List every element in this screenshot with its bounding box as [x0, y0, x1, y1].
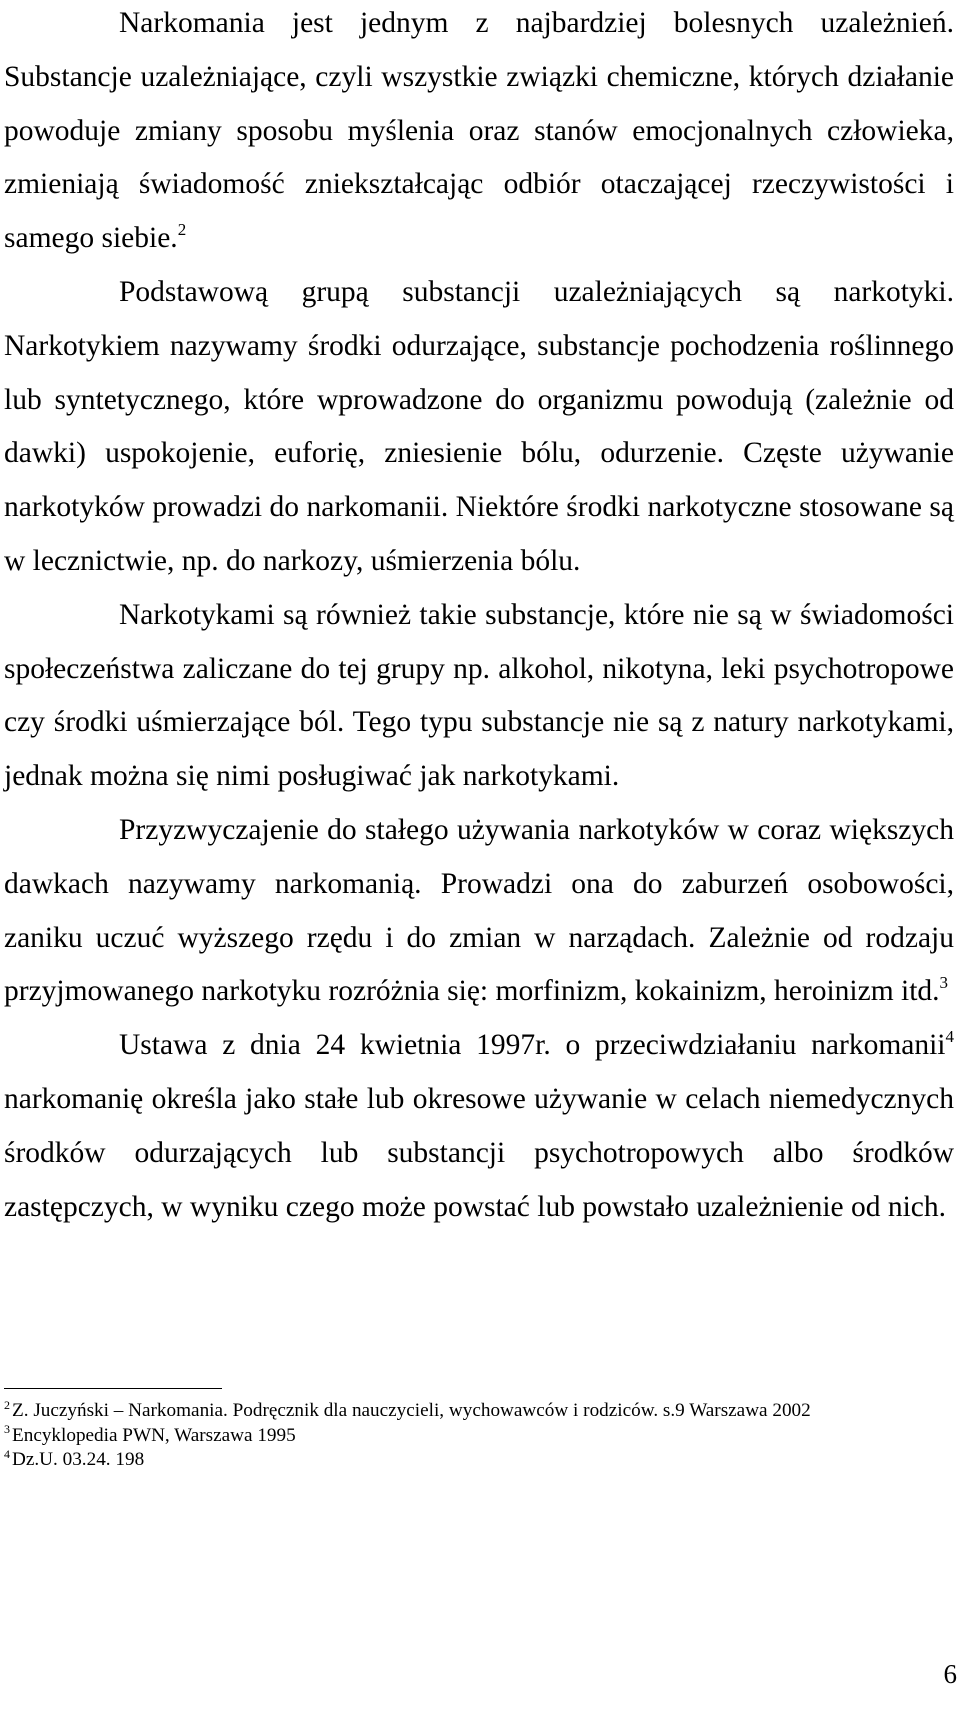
footnotes: [4, 1399, 954, 1473]
paragraph-text: Narkomania jest jednym z najbardziej bolesnych uzależnień. Substancje uzależniające, czyli wszystkie związki chemiczne, których działanie powoduje zmiany sposobu myślenia oraz stanów emocjonalnych człowieka, zmieniają świadomość zniekształcając odbiór otaczającej rzeczywistości i samego siebie.: [4, 7, 954, 255]
footnote-reference: 4: [945, 1027, 954, 1047]
paragraph: [4, 1019, 954, 1234]
footnote-number: 3: [4, 1422, 10, 1437]
paragraph-text: Przyzwyczajenie do stałego używania narkotyków w coraz większych dawkach nazywamy narkomanią. Prowadzi ona do zaburzeń osobowości, zaniku uczuć wyższego rzędu i do zmian w narządach. Zależnie od rodzaju przyjmowanego narkotyku rozróżnia się: morfinizm, kokainizm, heroinizm itd.: [4, 813, 954, 1008]
paragraph-text: Podstawową grupą substancji uzależniających są narkotyki. Narkotykiem nazywamy środki odurzające, substancje pochodzenia roślinnego lub syntetycznego, które wprowadzone do organizmu powodują (zależnie od dawki) uspokojenie, euforię, zniesienie bólu, odurzenie. Częste używanie narkotyków prowadzi do narkomanii. Niektóre środki narkotyczne stosowane są w lecznictwie, np. do narkozy, uśmierzenia bólu.: [4, 275, 954, 577]
footnote: [4, 1399, 954, 1424]
footnote: [4, 1448, 954, 1473]
footnote-separator: [4, 1388, 222, 1389]
footnote-number: 2: [4, 1397, 10, 1412]
footnote-text: Dz.U. 03.24. 198: [12, 1449, 145, 1470]
paragraph: [4, 589, 954, 804]
paragraph: [4, 0, 954, 266]
footnote-text: Z. Juczyński – Narkomania. Podręcznik dla nauczycieli, wychowawców i rodziców. s.9 Warszawa 2002: [12, 1400, 811, 1421]
footnote: [4, 1424, 954, 1449]
footnote-number: 4: [4, 1446, 10, 1461]
paragraph-text: narkomanię określa jako stałe lub okresowe używanie w celach niemedycznych środków odurzających lub substancji psychotropowych albo środków zastępczych, w wyniku czego może powstać lub powstało uzależnienie od nich.: [4, 1082, 954, 1223]
footnote-text: Encyklopedia PWN, Warszawa 1995: [12, 1424, 296, 1446]
document-body: [4, 0, 954, 1234]
footnote-reference: 3: [939, 973, 949, 993]
paragraph: [4, 266, 954, 589]
paragraph: [4, 804, 954, 1019]
paragraph-text: Ustawa z dnia 24 kwietnia 1997r. o przeciwdziałaniu narkomanii: [119, 1029, 946, 1062]
paragraph-text: Narkotykami są również takie substancje, które nie są w świadomości społeczeństwa zaliczane do tej grupy np. alkohol, nikotyna, leki psychotropowe czy środki uśmierzające ból. Tego typu substancje nie są z natury narkotykami, jednak można się nimi posługiwać jak narkotykami.: [4, 598, 954, 793]
footnote-reference: 2: [177, 220, 187, 240]
page-number: 6: [943, 1659, 957, 1689]
